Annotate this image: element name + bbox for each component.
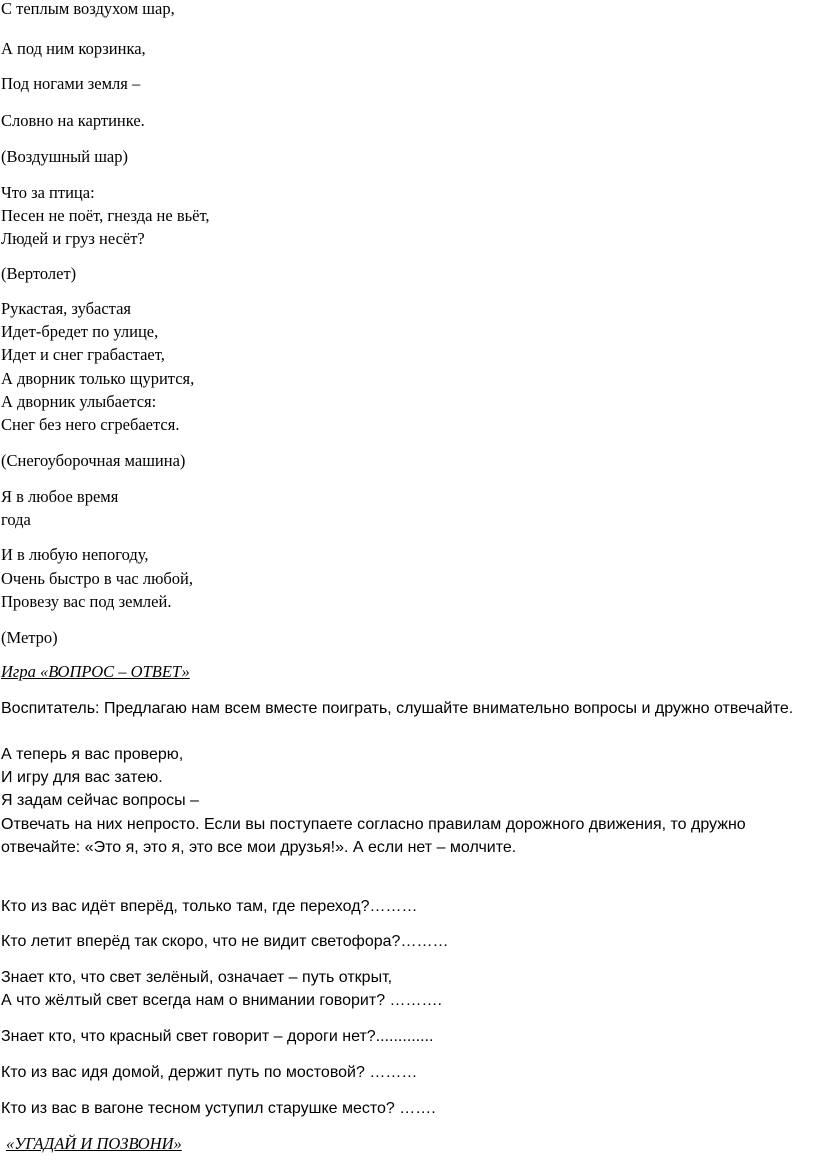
- riddle-line: А дворник только щурится,: [1, 369, 195, 388]
- game-rules: Отвечать на них непросто. Если вы поступаете согласно правилам дорожного движения, то дружно отвечайте: «Это я, это я, это все мои друзья!». А если нет – молчите.: [1, 816, 746, 856]
- riddle-line: Идет и снег грабастает,: [1, 345, 165, 364]
- riddle-line: Что за птица:: [1, 183, 95, 202]
- question-line: Кто из вас в вагоне тесном уступил старушке место? …….: [1, 1100, 436, 1117]
- riddle-line: Людей и груз несёт?: [1, 229, 145, 248]
- verse-line: А теперь я вас проверю,: [1, 746, 184, 763]
- question-line: Знает кто, что красный свет говорит – дороги нет?.............: [1, 1028, 434, 1045]
- verse-line: И игру для вас затею.: [1, 769, 163, 786]
- question-line: Знает кто, что свет зелёный, означает – путь открыт,: [1, 969, 393, 986]
- teacher-intro: Воспитатель: Предлагаю нам всем вместе поиграть, слушайте внимательно вопросы и дружно отвечайте.: [1, 700, 794, 717]
- riddle-line: Провезу вас под землей.: [1, 592, 172, 611]
- riddle-line: С теплым воздухом шар,: [1, 0, 175, 18]
- section-heading: Игра «ВОПРОС – ОТВЕТ»: [1, 662, 190, 681]
- riddle-answer: (Воздушный шар): [1, 147, 128, 166]
- question-line: Кто из вас идёт вперёд, только там, где переход?………: [1, 898, 418, 915]
- question-line: Кто летит вперёд так скоро, что не видит светофора?………: [1, 933, 449, 950]
- riddle-line: года: [1, 510, 31, 529]
- riddle-line: Песен не поёт, гнезда не вьёт,: [1, 206, 210, 225]
- riddle-line: Снег без него сгребается.: [1, 415, 180, 434]
- riddle-answer: (Снегоуборочная машина): [1, 451, 186, 470]
- riddle-line: А дворник улыбается:: [1, 392, 157, 411]
- riddle-line: Идет-бредет по улице,: [1, 322, 159, 341]
- riddle-line: Рукастая, зубастая: [1, 299, 131, 318]
- riddle-line: Словно на картинке.: [1, 111, 145, 130]
- question-line: Кто из вас идя домой, держит путь по мостовой? ………: [1, 1064, 418, 1081]
- question-line: А что жёлтый свет всегда нам о внимании говорит? ……….: [1, 992, 442, 1009]
- riddle-line: Очень быстро в час любой,: [1, 569, 194, 588]
- riddle-answer: (Вертолет): [1, 264, 77, 283]
- riddle-line: Под ногами земля –: [1, 74, 141, 93]
- verse-line: Я задам сейчас вопросы –: [1, 792, 199, 809]
- riddle-answer: (Метро): [1, 628, 58, 647]
- section-heading: «УГАДАЙ И ПОЗВОНИ»: [6, 1134, 182, 1153]
- riddle-line: Я в любое время: [1, 487, 119, 506]
- riddle-line: И в любую непогоду,: [1, 545, 149, 564]
- riddle-line: А под ним корзинка,: [1, 39, 146, 58]
